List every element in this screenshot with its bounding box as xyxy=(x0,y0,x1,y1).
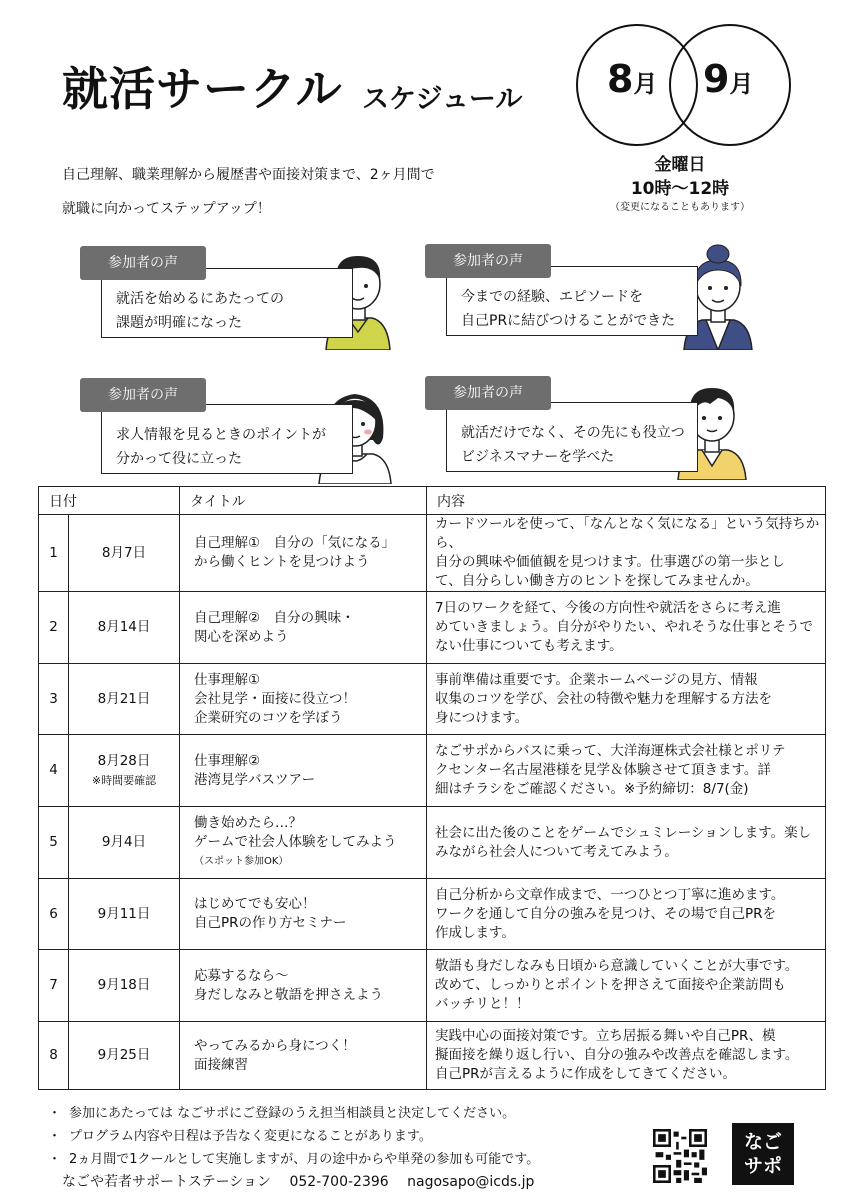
row-date: 9月4日 xyxy=(69,807,180,879)
row-title: はじめてでも安心！ 自己PRの作り方セミナー xyxy=(180,879,427,950)
intro-line: 就職に向かってステップアップ！ xyxy=(62,201,271,217)
table-row xyxy=(39,515,826,592)
header-date: 日付 xyxy=(39,487,180,515)
voice-text: ビジネスマナーを学べた xyxy=(461,449,615,465)
table-row xyxy=(39,879,826,950)
page-title: 就活サークル xyxy=(62,62,343,116)
table-header-row xyxy=(39,487,826,515)
row-date: 8月21日 xyxy=(69,664,180,735)
row-date: 9月18日 xyxy=(69,950,180,1022)
row-content: カードツールを使って、「なんとなく気になる」という気持ちから、 自分の興味や価値観を見つけます。仕事選びの第一歩とし て、自分らしい働き方のヒントを探してみませんか。 xyxy=(427,515,826,592)
row-content: なごサポからバスに乗って、大洋海運株式会社様とポリテ クセンター名古屋港様を見学＆体験させて頂きます。詳 細はチラシをご確認ください。※予約締切：8/7(金) xyxy=(427,735,826,807)
time-note: （変更になることもあります） xyxy=(610,202,750,213)
note-item: ・ 参加にあたっては なごサポにご登録のうえ担当相談員と決定してください。 xyxy=(48,1102,539,1125)
schedule-table xyxy=(38,486,826,1090)
row-content: 社会に出た後のことをゲームでシュミレーションします。楽し みながら社会人について考えてみよう。 xyxy=(427,807,826,879)
row-number: 3 xyxy=(39,664,69,735)
row-date: 8月7日 xyxy=(69,515,180,592)
page-subtitle: スケジュール xyxy=(362,84,523,115)
voice-tag: 参加者の声 xyxy=(80,378,206,412)
row-title: 仕事理解① 会社見学・面接に役立つ！ 企業研究のコツを学ぼう xyxy=(180,664,427,735)
row-title: 自己理解① 自分の「気になる」 から働くヒントを見つけよう xyxy=(180,515,427,592)
time-range: 10時～12時 xyxy=(630,179,730,199)
row-content: 実践中心の面接対策です。立ち居振る舞いや自己PR、模 擬面接を繰り返し行い、自分の強みや改善点を確認します。 自己PRが言えるように作成をしてきてください。 xyxy=(427,1022,826,1090)
row-number: 6 xyxy=(39,879,69,950)
voice-text: 就活だけでなく、その先にも役立つ xyxy=(461,425,685,441)
row-title: やってみるから身につく！ 面接練習 xyxy=(180,1022,427,1090)
row-title: 働き始めたら…？ ゲームで社会人体験をしてみよう （スポット参加OK） xyxy=(180,807,427,879)
table-row xyxy=(39,664,826,735)
phone-number: 052-700-2396 xyxy=(289,1174,389,1190)
row-title: 応募するなら～ 身だしなみと敬語を押さえよう xyxy=(180,950,427,1022)
voice-speech-box xyxy=(446,402,698,472)
table-row xyxy=(39,950,826,1022)
voice-text: 自己PRに結びつけることができた xyxy=(461,313,676,329)
row-date: 8月14日 xyxy=(69,592,180,664)
row-title: 自己理解② 自分の興味・ 関心を深めよう xyxy=(180,592,427,664)
voice-text: 求人情報を見るときのポイントが xyxy=(116,427,326,443)
notes-list xyxy=(48,1102,539,1171)
row-number: 5 xyxy=(39,807,69,879)
row-content: 事前準備は重要です。企業ホームページの見方、情報 収集のコツを学び、会社の特徴や魅力を理解する方法を 身につけます。 xyxy=(427,664,826,735)
intro-line: 自己理解、職業理解から履歴書や面接対策まで、2ヶ月間で xyxy=(62,167,435,183)
voice-tag: 参加者の声 xyxy=(80,246,206,280)
qr-code-icon[interactable] xyxy=(653,1129,707,1183)
table-row xyxy=(39,1022,826,1090)
row-content: 敬語も身だしなみも日頃から意識していくことが大事です。 改めて、しっかりとポイントを押さえて面接や企業訪問も バッチリと！！ xyxy=(427,950,826,1022)
voice-tag: 参加者の声 xyxy=(425,376,551,410)
row-content: 自己分析から文章作成まで、一つひとつ丁寧に進めます。 ワークを通して自分の強みを見つけ、その場で自己PRを 作成します。 xyxy=(427,879,826,950)
header-content: 内容 xyxy=(427,487,826,515)
header-title: タイトル xyxy=(180,487,427,515)
row-number: 2 xyxy=(39,592,69,664)
org-name: なごや若者サポートステーション xyxy=(62,1174,272,1190)
month-september: 9月 xyxy=(703,57,754,101)
row-date: 8月28日 ※時間要確認 xyxy=(69,735,180,807)
row-date: 9月25日 xyxy=(69,1022,180,1090)
note-item: ・ プログラム内容や日程は予告なく変更になることがあります。 xyxy=(48,1125,539,1148)
voice-text: 課題が明確になった xyxy=(116,315,242,331)
weekday: 金曜日 xyxy=(654,155,706,175)
row-title: 仕事理解② 港湾見学バスツアー xyxy=(180,735,427,807)
voice-text: 分かって役に立った xyxy=(116,451,242,467)
voice-speech-box xyxy=(101,404,353,474)
voice-tag: 参加者の声 xyxy=(425,244,551,278)
date-note: ※時間要確認 xyxy=(91,773,157,787)
footer-contact xyxy=(62,1171,548,1191)
row-number: 8 xyxy=(39,1022,69,1090)
row-content: 7日のワークを経て、今後の方向性や就活をさらに考え進 めていきましょう。自分がやりたい、やれそうな仕事とそうで ない仕事についても考えます。 xyxy=(427,592,826,664)
row-number: 1 xyxy=(39,515,69,592)
table-row xyxy=(39,735,826,807)
table-row xyxy=(39,807,826,879)
voice-text: 今までの経験、エピソードを xyxy=(461,289,643,305)
note-item: ・ 2ヵ月間で1クールとして実施しますが、月の途中からや単発の参加も可能です。 xyxy=(48,1148,539,1171)
table-row xyxy=(39,592,826,664)
voice-text: 就活を始めるにあたっての xyxy=(116,291,284,307)
email-address[interactable]: nagosapo@icds.jp xyxy=(407,1174,535,1190)
nagosapo-logo: なご サポ xyxy=(732,1123,794,1185)
row-number: 4 xyxy=(39,735,69,807)
row-number: 7 xyxy=(39,950,69,1022)
month-august: 8月 xyxy=(607,57,658,101)
row-date: 9月11日 xyxy=(69,879,180,950)
title-note: （スポット参加OK） xyxy=(194,856,289,867)
